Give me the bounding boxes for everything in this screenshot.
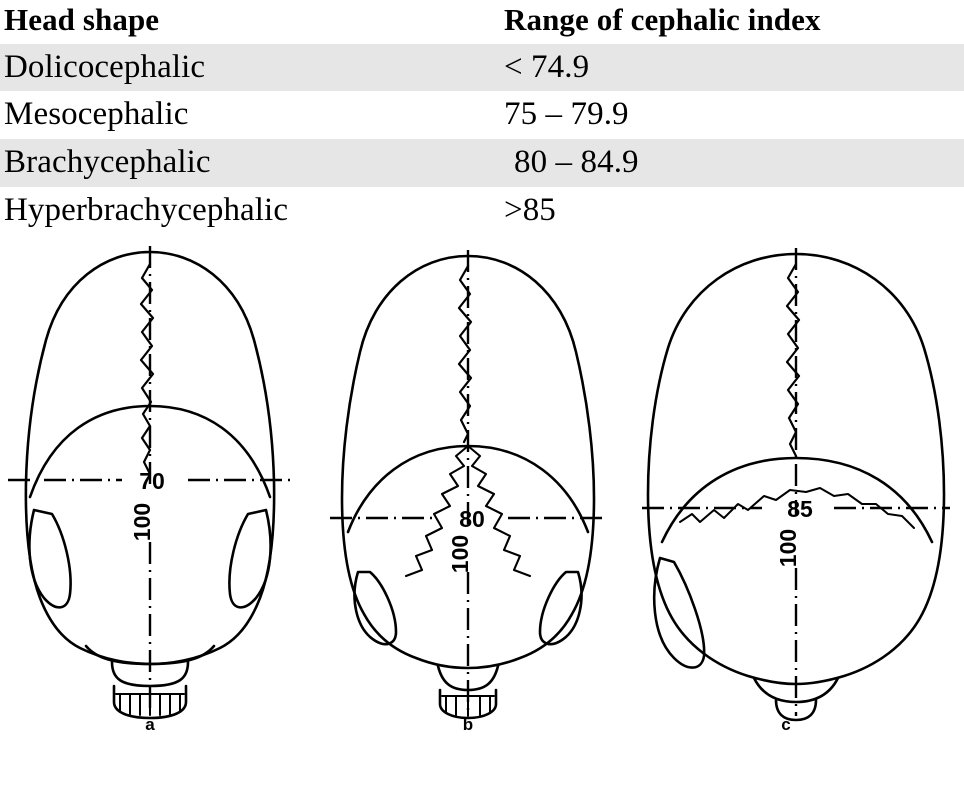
table-header-row	[0, 0, 964, 44]
panel-label-a: a	[145, 715, 155, 735]
skull-diagram-figure	[0, 242, 964, 735]
measurement-length-b: 100	[447, 534, 473, 574]
cephalic-index-table	[0, 0, 964, 234]
measurement-width-a: 70	[139, 468, 165, 495]
measurement-length-a: 100	[129, 502, 155, 542]
column-header-head-shape: Head shape	[4, 2, 160, 37]
cell-range: 75 – 79.9	[500, 91, 964, 139]
table-row	[0, 91, 964, 139]
cell-head-shape: Hyperbrachycephalic	[0, 187, 500, 235]
skull-diagram-a	[0, 242, 300, 737]
cell-head-shape: Brachycephalic	[0, 139, 500, 187]
table-row	[0, 139, 964, 187]
panel-label-c: c	[781, 715, 791, 735]
measurement-length-c: 100	[775, 528, 801, 568]
column-header-range: Range of cephalic index	[504, 2, 821, 37]
skull-diagram-c	[636, 242, 956, 737]
measurement-width-b: 80	[459, 506, 485, 533]
table-row	[0, 187, 964, 235]
cell-head-shape: Mesocephalic	[0, 91, 500, 139]
measurement-width-c: 85	[787, 496, 813, 523]
cell-range: < 74.9	[500, 44, 964, 92]
table-row	[0, 44, 964, 92]
panel-label-b: b	[462, 715, 474, 735]
cell-head-shape: Dolicocephalic	[0, 44, 500, 92]
cell-range: >85	[500, 187, 964, 235]
cell-range: 80 – 84.9	[500, 139, 964, 187]
skull-diagram-b	[318, 242, 618, 737]
